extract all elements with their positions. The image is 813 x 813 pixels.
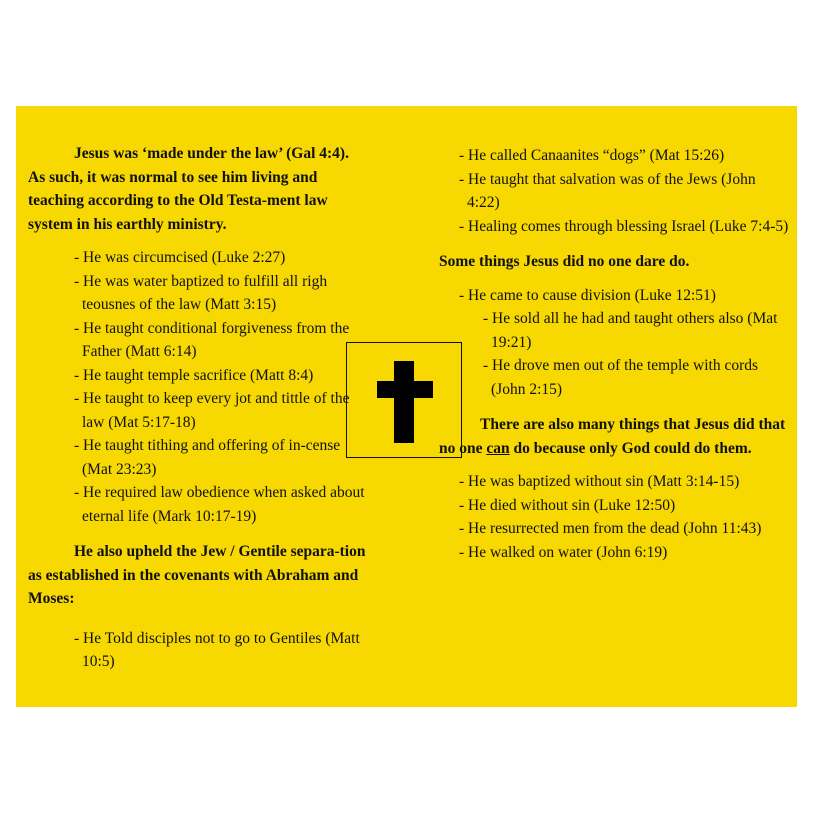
dare-list [439, 284, 789, 308]
list-item: - He required law obedience when asked about eternal life (Mark 10:17-19) [74, 484, 365, 525]
list-item: - He walked on water (John 6:19) [459, 543, 668, 561]
list-item: - He taught tithing and offering of in-cense (Mat 23:23) [74, 437, 341, 478]
right-column [439, 144, 789, 576]
list-item: - Healing comes through blessing Israel (Luke 7:4-5) [459, 217, 789, 235]
list-item: - He Told disciples not to go to Gentiles (Matt 10:5) [74, 629, 360, 670]
only-god-heading-before: There are also many things that Jesus did that no one [439, 416, 786, 457]
list-item: - He resurrected men from the dead (John 11:43) [459, 520, 762, 537]
only-god-heading [439, 413, 789, 460]
tract-card [16, 106, 797, 707]
intro-paragraph: Jesus was ‘made under the law’ (Gal 4:4). As such, it was normal to see him living and teaching according to the Old Testa-ment law system in his earthly ministry. [28, 145, 349, 233]
list-item: - He taught to keep every jot and tittle of the law (Mat 5:17-18) [74, 390, 350, 431]
separation-list [28, 627, 368, 674]
list-item: - He called Canaanites “dogs” (Mat 15:26) [459, 147, 725, 164]
list-item: - He taught temple sacrifice (Matt 8:4) [74, 366, 314, 384]
list-item: - He drove men out of the temple with cords (John 2:15) [483, 357, 759, 398]
dare-heading: Some things Jesus did no one dare do. [439, 253, 690, 270]
left-column [28, 142, 368, 686]
list-item: - He was baptized without sin (Matt 3:14-15) [459, 473, 740, 490]
list-item: - He sold all he had and taught others also (Mat 19:21) [483, 310, 778, 351]
dare-nested-list [439, 307, 789, 401]
separation-heading: He also upheld the Jew / Gentile separa-tion as established in the covenants with Abraham and Moses: [28, 543, 366, 607]
list-item: - He came to cause division (Luke 12:51) [459, 286, 716, 304]
list-item: - He was water baptized to fulfill all righ teousnes of the law (Matt 3:15) [74, 272, 328, 313]
law-list [28, 246, 368, 528]
only-god-heading-emphasis: can [486, 439, 510, 457]
separation-list-continued [439, 144, 789, 238]
list-item: - He taught that salvation was of the Jews (John 4:22) [459, 170, 756, 211]
only-god-heading-after: do because only God could do them. [509, 439, 752, 457]
only-god-list [439, 470, 789, 564]
list-item: - He taught conditional forgiveness from the Father (Matt 6:14) [74, 319, 350, 360]
list-item: - He was circumcised (Luke 2:27) [74, 249, 286, 266]
list-item: - He died without sin (Luke 12:50) [459, 496, 676, 514]
